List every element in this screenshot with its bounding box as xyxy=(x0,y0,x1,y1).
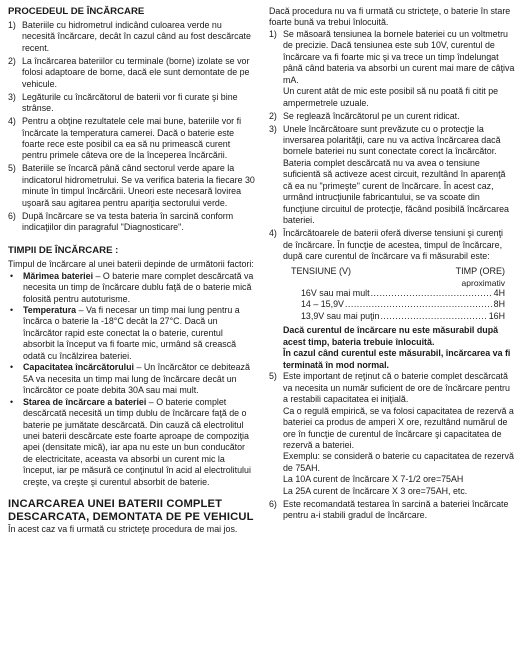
list-item: • Starea de încărcare a bateriei – O baterie complet descărcată necesită un timp dublu de încărcare faţă de o baterie pe jumătate descărcată. Din cauză că electrolitul unei baterii descărcate este foarte aproape de compoziţia apei (densitate mică), iar apa nu este un bun conducător de electricitate, aceasta va absorbi un curent mic la început, iar pe măsură ce conţinutul în acid al electrolitului creşte, va creşte şi curentul absorbit de baterie. xyxy=(10,396,251,487)
list-item: 5) Este important de reţinut că o baterie complet descărcată va necesita un număr suficient de ore de încărcare pentru a restabili capacitatea ei iniţială. Ca o regulă empirică, se va folosi capacitatea de rezervă a bateriei ca produs de amperi X ore, rezultând numărul de ore în funcţie de curentul de încărcare şi capacitatea de rezervă a bateriei. Exemplu: se consideră o baterie cu capacitatea de rezervă de 75AH. La 10A curent de încărcare X 7-1/2 ore=75AH La 25A curent de încărcare X 3 ore=75AH, etc. xyxy=(269,371,514,496)
table-row: 13,9V sau mai puţin ..... 16H xyxy=(301,311,505,323)
table-header-approx: aproximativ xyxy=(461,277,505,288)
factors-list xyxy=(8,271,256,489)
list-item: • Capacitatea încărcătorului – Un încărcător ce debitează 5A va necesita un timp mai lung de încărcare decât un încărcător ce poate debita 30A sau mai mult. xyxy=(10,362,250,396)
charging-time-table xyxy=(291,266,505,322)
right-column xyxy=(269,6,515,523)
list-item: 3) Legăturile cu încărcătorul de baterii vor fi curate şi bine strânse. xyxy=(8,91,238,114)
list-item: 5) Bateriile se încarcă până când sectorul verde apare la indicatorul hidrometrului. Se va verifica bateria la fiecare 30 minute în timpul încărcării. Uneori este necesară lovirea uşoară sau agitarea pentru apariţia sectorului verde. xyxy=(8,163,255,208)
list-item: • Temperatura – Va fi necesar un timp mai lung pentru a încărca o baterie la -18°C decât la 27°C. Dacă un încărcător rapid este conectat la o baterie, curentul absorbit la început va fi foarte mic, urmând să crească odată cu încălzirea bateriei. xyxy=(10,304,240,361)
table-header-voltage: TENSIUNE (V) xyxy=(291,266,352,277)
section-heading-discharged-battery: INCARCAREA UNEI BATERII COMPLET DESCARCATA, DEMONTATA DE PE VEHICUL xyxy=(8,498,254,524)
list-item: 3) Unele încărcătoare sunt prevăzute cu o protecţie la inversarea polarităţii, care nu va activa încărcarea dacă bornele bateriei nu sunt conectate corect la încărcător. Bateria complet descărcată nu va avea o tensiune suficientă să activeze acest circuit, rezultând în aparenţă că ea nu "primeşte" curent de încărcare. În acest caz, urmând intrucţiunile fabricantului, se va scoate din funcţiune circuitul de protecţie, făcând posibilă încărcarea bateriei. xyxy=(269,123,509,226)
list-item: 2) La încărcarea bateriilor cu terminale (borne) izolate se vor folosi adaptoare de borne, dacă ele sunt demontate de pe vehicule. xyxy=(8,55,250,89)
table-row: 16V sau mai mult ..... 4H xyxy=(301,288,505,300)
replacement-note: Dacă curentul de încărcare nu este măsurabil după acest timp, bateria trebuie înlocuită. În cazul când curentul este măsurabil, încărcarea va fi terminată în mod normal. xyxy=(283,325,511,370)
table-header-time: TIMP (ORE) xyxy=(455,266,505,277)
list-item: 4) Încărcătoarele de baterii oferă diverse tensiuni şi curenţi de încărcare. În funcţie de acestea, timpul de încărcare, după care curentul de încărcare va fi măsurabil este: xyxy=(269,228,504,262)
list-item: • Mărimea bateriei – O baterie mare complet descărcată va necesita un timp de încărcare dublu faţă de o baterie mică folosită pentru autoturisme. xyxy=(10,270,254,304)
section-heading-charging-times: TIMPII DE ÎNCĂRCARE : xyxy=(8,245,119,257)
charging-times-intro: Timpul de încărcare al unei baterii depinde de următorii factori: xyxy=(8,259,254,270)
left-column xyxy=(8,6,256,536)
discharged-battery-intro: În acest caz va fi urmată cu stricteţe procedura de mai jos. xyxy=(8,524,238,535)
list-item: 2) Se reglează încărcătorul pe un curent ridicat. xyxy=(269,110,460,121)
section-heading-charging-procedure: PROCEDEUL DE ÎNCĂRCARE xyxy=(8,6,145,17)
charging-procedure-list xyxy=(8,20,256,234)
list-item: 1) Bateriile cu hidrometrul indicând culoarea verde nu necesită încărcare, decât în cazul când au fost descărcate recent. xyxy=(8,20,251,53)
list-item: 4) Pentru a obţine rezultatele cele mai bune, bateriile vor fi încărcate la temperatura camerei. Dacă o baterie este foarte rece este posibil ca ea să nu primească curent pentru primele câteva ore de la începerea încărcării. xyxy=(8,116,242,161)
list-item: 6) Este recomandată testarea în sarcină a bateriei încărcate pentru a-i stabili gradul de încărcare. xyxy=(269,498,509,521)
table-row: 14 – 15,9V ..... 8H xyxy=(301,299,505,311)
procedure-warning: Dacă procedura nu va fi urmată cu stricteţe, o baterie în stare foarte bună va trebui înlocuită. xyxy=(269,6,511,28)
list-item: 1) Se măsoară tensiunea la bornele bateriei cu un voltmetru de precizie. Dacă tensiunea este sub 10V, curentul de încărcare va fi foarte mic şi va trece un timp îndelungat până când bateria va absorbi un curent mai mare de câţiva mA. Un curent atât de mic este posibil să nu poată fi citit pe ampermetrele uzuale. xyxy=(269,28,515,108)
list-item: 6) După încărcare se va testa bateria în sarcină conform indicaţiilor din paragraful "Diagnosticare". xyxy=(8,210,234,233)
